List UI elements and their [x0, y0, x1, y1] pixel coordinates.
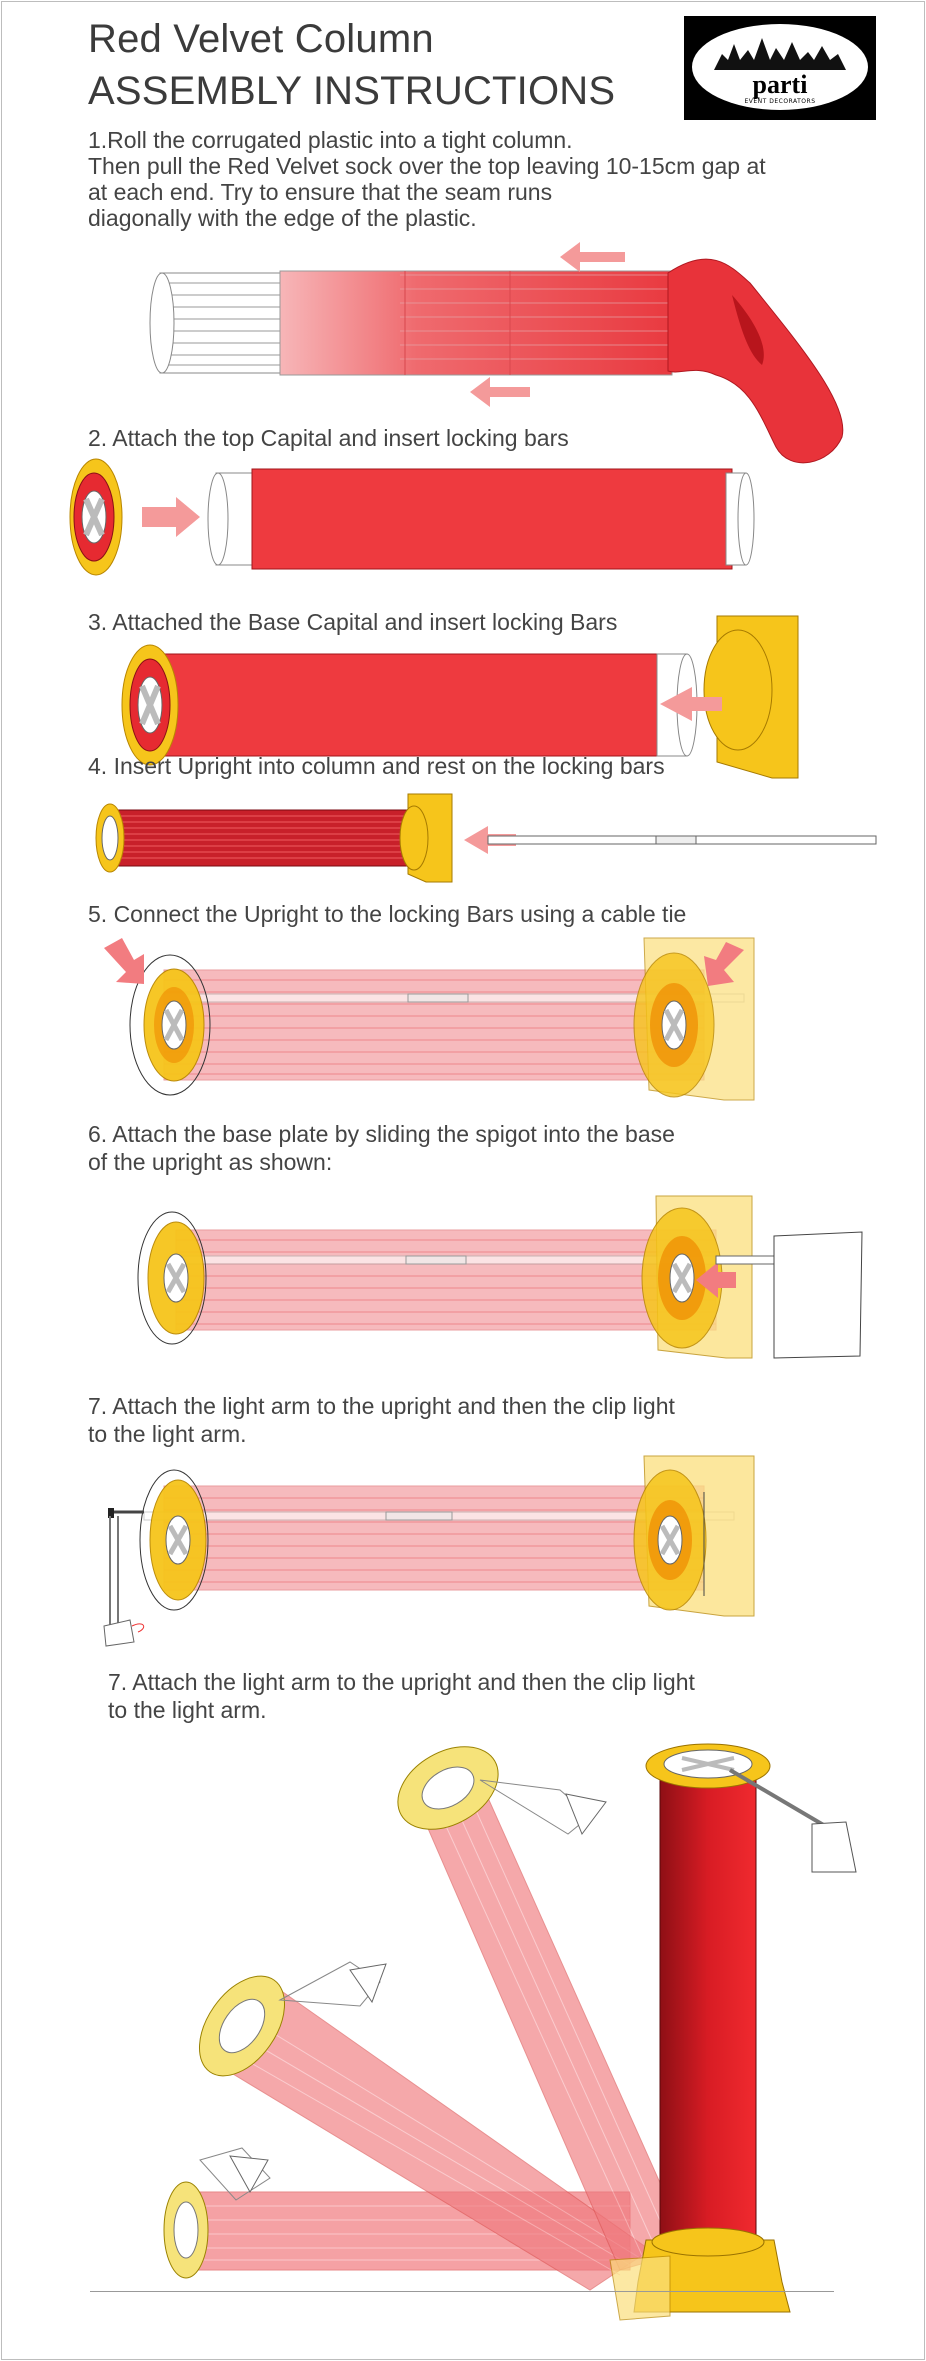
step7b-line1: 7. Attach the light arm to the upright and then the clip light	[108, 1669, 695, 1695]
step1-line1: 1.Roll the corrugated plastic into a tight column.	[88, 127, 573, 153]
step5-text: 5. Connect the Upright to the locking Bars using a cable tie	[88, 901, 687, 927]
step2-text: 2. Attach the top Capital and insert locking bars	[88, 425, 569, 451]
step6-line2: of the upright as shown:	[88, 1149, 333, 1175]
step1-line2: Then pull the Red Velvet sock over the top leaving 10-15cm gap at	[88, 153, 766, 179]
step4-upright-figure	[96, 790, 886, 890]
step7b-raising-column-figure	[150, 1730, 870, 2290]
step1-line3: at each end. Try to ensure that the seam runs	[88, 179, 553, 205]
step2-top-capital-figure	[66, 455, 756, 585]
step7a-line1: 7. Attach the light arm to the upright and then the clip light	[88, 1393, 675, 1419]
step5-cable-tie-figure	[104, 930, 764, 1110]
step6-base-plate-figure	[136, 1190, 866, 1370]
step1-line4: diagonally with the edge of the plastic.	[88, 205, 477, 231]
page-title: Red Velvet Column	[88, 17, 434, 61]
step7a-light-arm-figure	[104, 1456, 764, 1656]
step7b-line2: to the light arm.	[108, 1697, 267, 1723]
step4-text: 4. Insert Upright into column and rest on the locking bars	[88, 753, 665, 779]
logo-brand: parti	[752, 70, 808, 99]
step7a-line2: to the light arm.	[88, 1421, 247, 1447]
step3-text: 3. Attached the Base Capital and insert locking Bars	[88, 609, 618, 635]
page-subtitle: ASSEMBLY INSTRUCTIONS	[88, 69, 616, 113]
footer-rule	[90, 2291, 834, 2292]
step6-line1: 6. Attach the base plate by sliding the spigot into the base	[88, 1121, 675, 1147]
logo-tagline: EVENT DECORATORS	[744, 98, 816, 105]
logo-skyline-icon	[714, 34, 846, 70]
parti-logo	[684, 16, 876, 120]
